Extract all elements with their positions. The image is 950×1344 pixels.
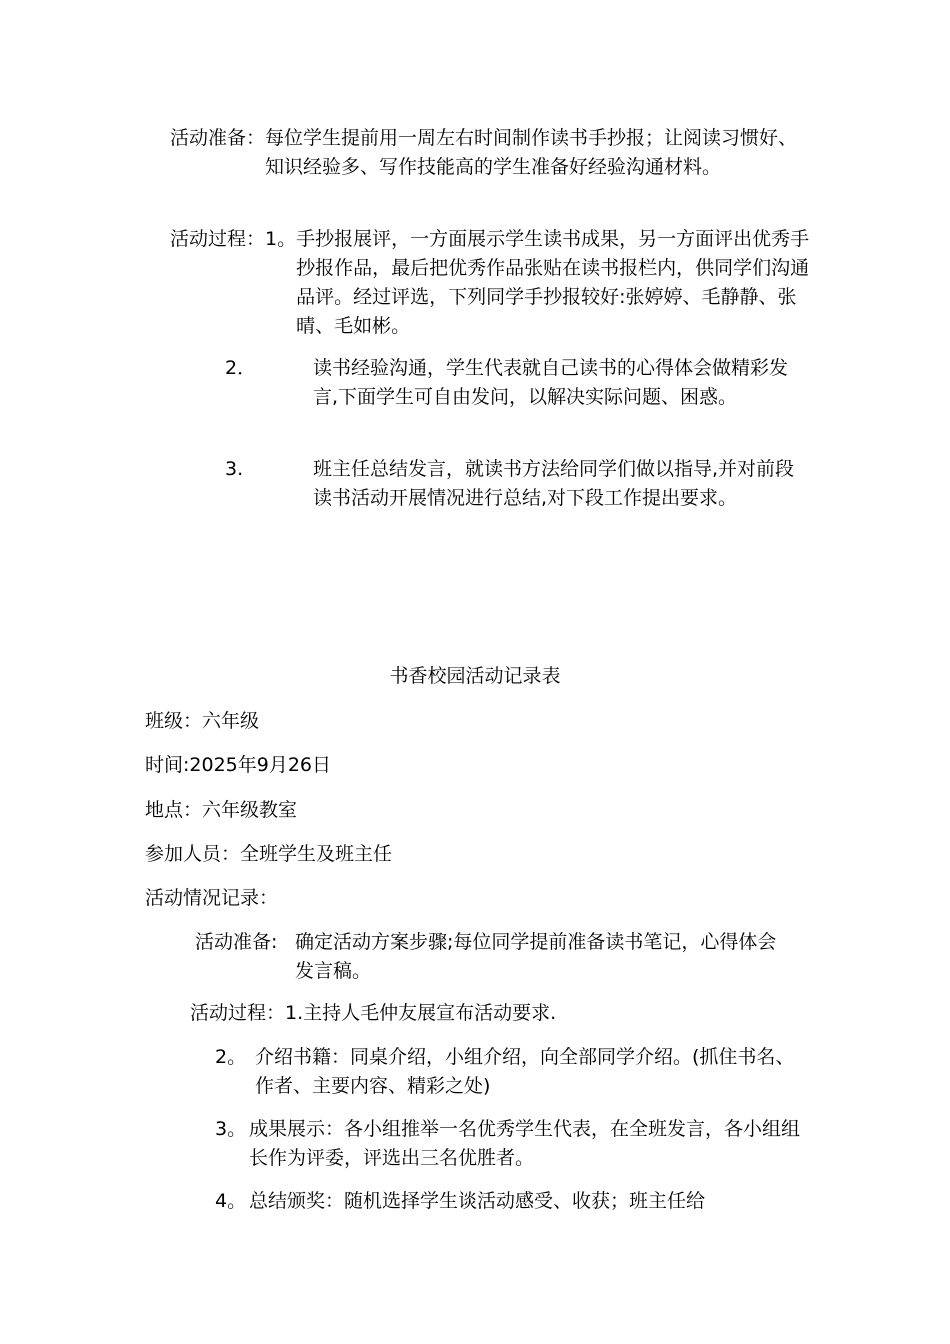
record-item4-text: 总结颁奖：随机选择学生谈活动感受、收获；班主任给 <box>249 1190 706 1212</box>
record-prep-paragraph <box>195 928 795 986</box>
record-label: 活动情况记录： <box>145 887 279 909</box>
process-item2-number: 2． <box>225 357 257 379</box>
record-prep-text: 确定活动方案步骤;每位同学提前准备读书笔记，心得体会发言稿。 <box>295 931 777 982</box>
record-item3-paragraph <box>215 1115 805 1173</box>
activity-process-paragraph <box>170 225 810 341</box>
record-table-title: 书香校园活动记录表 <box>389 665 561 687</box>
activity-prep-paragraph <box>170 124 810 182</box>
class-line: 班级：六年级 <box>145 710 260 732</box>
record-item3-text: 成果展示：各小组推举一名优秀学生代表，在全班发言，各小组组长作为评委，评选出三名优胜者。 <box>249 1118 801 1169</box>
record-item2-number: 2。 <box>215 1046 247 1068</box>
process-item3-text: 班主任总结发言，就读书方法给同学们做以指导,并对前段读书活动开展情况进行总结,对下段工作提出要求。 <box>313 458 795 509</box>
activity-process-label: 活动过程： <box>170 228 266 250</box>
record-item4-number: 4。 <box>215 1190 247 1212</box>
process-item1-text: 手抄报展评，一方面展示学生读书成果，另一方面评出优秀手抄报作品，最后把优秀作品张贴在读书报栏内，供同学们沟通品评。经过评选，下列同学手抄报较好:张婷婷、毛静静、张晴、毛如彬。 <box>296 228 810 337</box>
record-process-label: 活动过程： <box>190 1002 286 1024</box>
record-process-item1: 1.主持人毛仲友展宣布活动要求. <box>285 1002 557 1024</box>
process-item2-paragraph <box>225 354 810 412</box>
record-item2-text: 介绍书籍：同桌介绍，小组介绍，向全部同学介绍。(抓住书名、作者、主要内容、精彩之处) <box>255 1046 795 1097</box>
activity-prep-label: 活动准备： <box>170 127 266 149</box>
time-line: 时间:2025年9月26日 <box>145 754 332 776</box>
record-item3-number: 3。 <box>215 1118 247 1140</box>
process-item3-number: 3. <box>225 458 244 480</box>
record-prep-label: 活动准备: <box>195 931 278 953</box>
record-item2-paragraph <box>215 1043 805 1101</box>
process-item2-text: 读书经验沟通，学生代表就自己读书的心得体会做精彩发言,下面学生可自由发问，以解决实际问题、困惑。 <box>313 357 789 408</box>
record-item4-paragraph <box>215 1187 805 1216</box>
process-item3-paragraph <box>225 455 810 513</box>
activity-prep-text: 每位学生提前用一周左右时间制作读书手抄报；让阅读习惯好、知识经验多、写作技能高的学生准备好经验沟通材料。 <box>265 127 798 178</box>
process-item1-number: 1。 <box>265 228 297 250</box>
participants-line: 参加人员：全班学生及班主任 <box>145 843 393 865</box>
record-process-paragraph <box>190 999 790 1028</box>
place-line: 地点：六年级教室 <box>145 799 298 821</box>
